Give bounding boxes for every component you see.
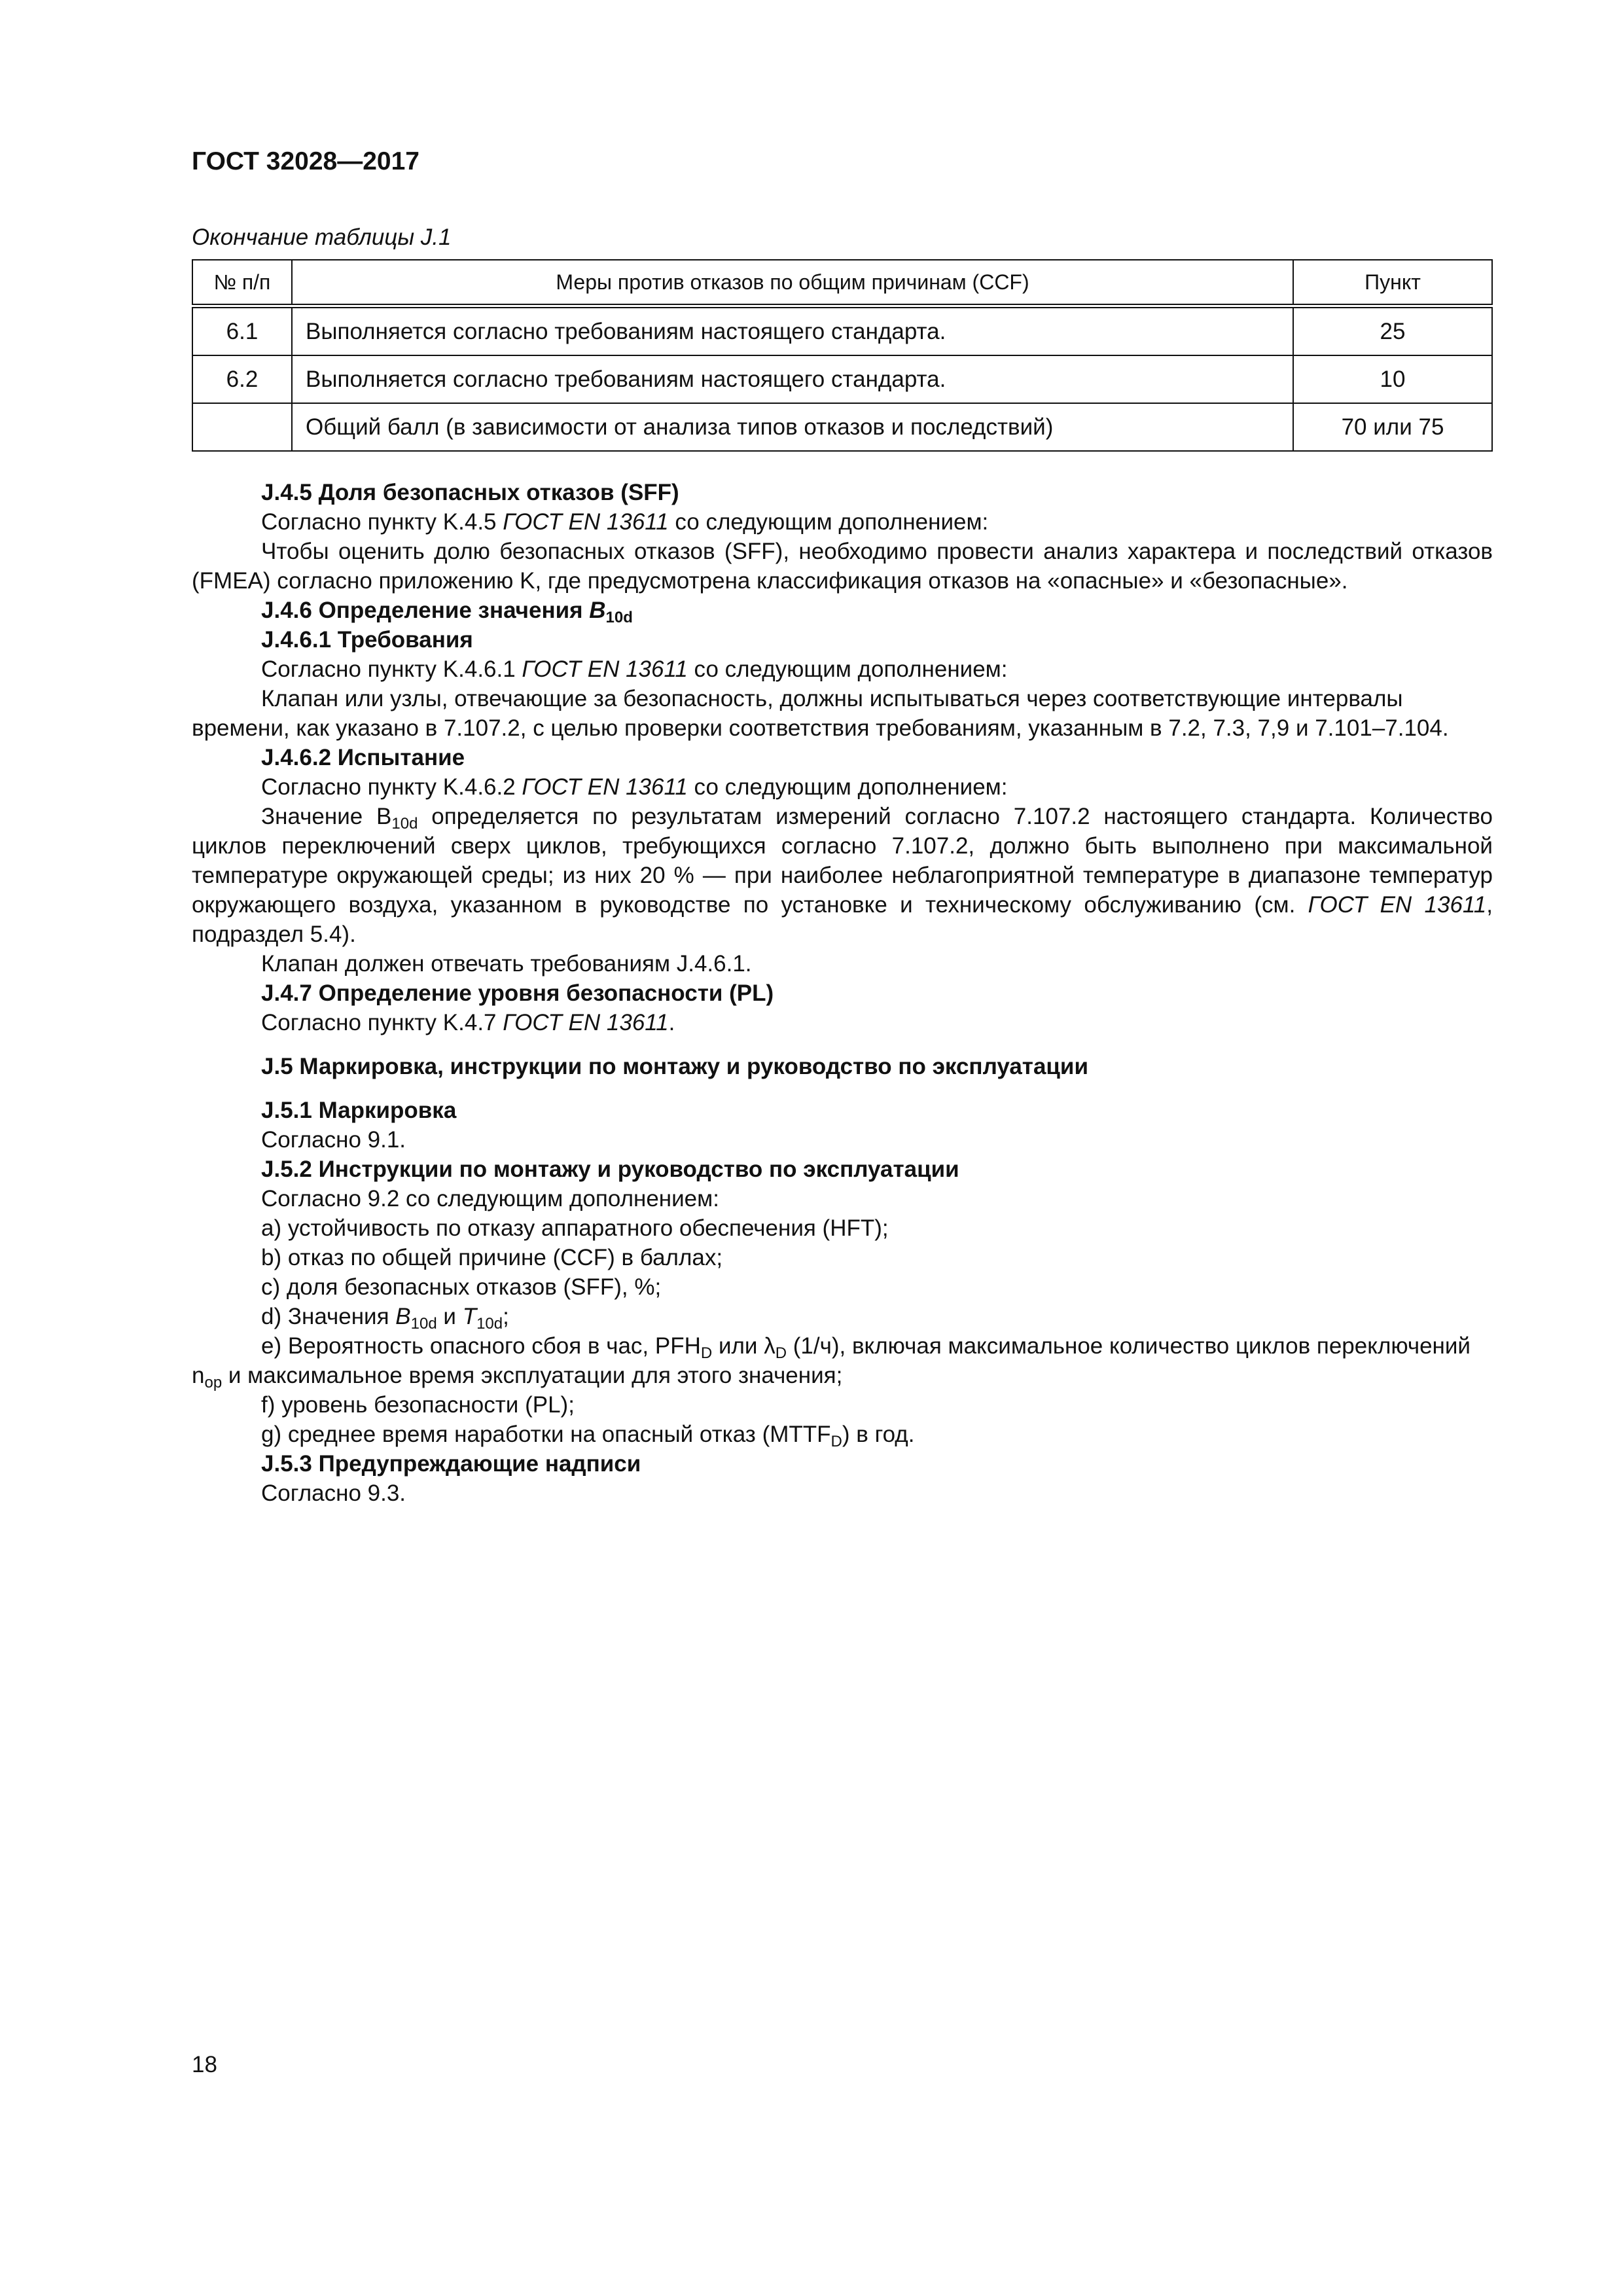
list-item: a) устойчивость по отказу аппаратного обеспечения (HFT); xyxy=(261,1215,889,1241)
list-item: f) уровень безопасности (PL); xyxy=(261,1392,575,1418)
section-heading-j52: J.5.2 Инструкции по монтажу и руководство по эксплуатации xyxy=(261,1157,959,1182)
cell-measure: Выполняется согласно требованиям настоящего стандарта. xyxy=(292,355,1293,403)
table-row-total xyxy=(192,403,1492,451)
list-item: c) доля безопасных отказов (SFF), %; xyxy=(261,1274,662,1300)
cell-measure: Общий балл (в зависимости от анализа типов отказов и последствий) xyxy=(292,403,1293,451)
section-heading-j53: J.5.3 Предупреждающие надписи xyxy=(261,1451,641,1477)
list-item xyxy=(192,1302,1493,1331)
text: e) Вероятность опасного сбоя в час, PFH xyxy=(261,1333,701,1359)
subscript: op xyxy=(204,1374,223,1391)
cell-number xyxy=(192,403,292,451)
subscript: D xyxy=(830,1433,842,1450)
list-item xyxy=(192,1331,1493,1390)
text: , подраздел 5.4). xyxy=(192,892,1493,947)
table-row xyxy=(192,306,1492,356)
section-heading-j5: J.5 Маркировка, инструкции по монтажу и руководство по эксплуатации xyxy=(261,1054,1088,1079)
document-body xyxy=(192,478,1493,1508)
table-caption: Окончание таблицы J.1 xyxy=(192,224,452,250)
standard-title: ГОСТ 32028—2017 xyxy=(192,147,419,175)
paragraph: Чтобы оценить долю безопасных отказов (SFF), необходимо провести анализ характера и последствий отказов (FMEA) согласно приложению K, где предусмотрена классификация отказов на «опасные» и «безопасные». xyxy=(192,539,1493,594)
text: ; xyxy=(503,1304,509,1329)
cell-points: 25 xyxy=(1293,306,1492,356)
table-row xyxy=(192,355,1492,403)
text: ) в год. xyxy=(842,1422,915,1447)
text: (1/ч), включая максимальное количество циклов переключений n xyxy=(192,1333,1471,1388)
column-header-measures: Меры против отказов по общим причинам (CCF) xyxy=(292,260,1293,306)
standard-reference: ГОСТ EN 13611 xyxy=(522,656,688,682)
paragraph: Клапан или узлы, отвечающие за безопасность, должны испытываться через соответствующие интервалы времени, как указано в 7.107.2, с целью проверки соответствия требованиям, указанным в 7.2, 7.3, 7,9 и 7.101–7.104. xyxy=(192,686,1449,741)
table-header-row xyxy=(192,260,1492,306)
page-number: 18 xyxy=(192,2052,217,2077)
text: и максимальное время эксплуатации для этого значения; xyxy=(222,1363,843,1388)
subscript: D xyxy=(775,1344,787,1362)
paragraph xyxy=(192,507,1493,537)
section-heading-j45: J.4.5 Доля безопасных отказов (SFF) xyxy=(261,480,679,505)
column-header-number: № п/п xyxy=(192,260,292,306)
paragraph xyxy=(192,802,1493,949)
text: Значение B xyxy=(261,804,392,829)
symbol: B xyxy=(395,1304,411,1329)
standard-reference: ГОСТ EN 13611 xyxy=(503,509,669,535)
text: Согласно пункту K.4.5 xyxy=(261,509,503,535)
section-heading-j462: J.4.6.2 Испытание xyxy=(261,745,465,770)
text: или λ xyxy=(712,1333,776,1359)
section-heading-j51: J.5.1 Маркировка xyxy=(261,1098,457,1123)
standard-reference: ГОСТ EN 13611 xyxy=(1308,892,1487,918)
paragraph xyxy=(192,655,1493,684)
subscript: 10d xyxy=(410,1315,437,1333)
text: g) среднее время наработки на опасный отказ (MTTF xyxy=(261,1422,831,1447)
text: J.4.6 Определение значения xyxy=(261,598,590,623)
subscript: 10d xyxy=(391,815,418,833)
list-item: b) отказ по общей причине (CCF) в баллах; xyxy=(261,1245,723,1270)
standard-reference: ГОСТ EN 13611 xyxy=(503,1010,669,1035)
section-heading-j47: J.4.7 Определение уровня безопасности (PL) xyxy=(261,980,774,1006)
paragraph: Согласно 9.2 со следующим дополнением: xyxy=(261,1186,719,1211)
subscript: 10d xyxy=(605,609,633,626)
section-heading-j461: J.4.6.1 Требования xyxy=(261,627,473,653)
list-item xyxy=(192,1420,1493,1449)
symbol: T xyxy=(462,1304,477,1329)
cell-points: 70 или 75 xyxy=(1293,403,1492,451)
paragraph: Согласно 9.1. xyxy=(261,1127,406,1153)
paragraph: Согласно 9.3. xyxy=(261,1480,406,1506)
text: со следующим дополнением: xyxy=(687,656,1008,682)
text: d) Значения xyxy=(261,1304,396,1329)
ccf-measures-table xyxy=(192,259,1493,452)
text: со следующим дополнением: xyxy=(687,774,1008,800)
cell-measure: Выполняется согласно требованиям настоящего стандарта. xyxy=(292,306,1293,356)
text: . xyxy=(668,1010,675,1035)
text: Согласно пункту K.4.6.1 xyxy=(261,656,522,682)
section-heading-j46 xyxy=(192,596,1493,625)
subscript: 10d xyxy=(476,1315,503,1333)
symbol: B xyxy=(589,598,606,623)
paragraph xyxy=(192,1008,1493,1037)
cell-number: 6.1 xyxy=(192,306,292,356)
text: Согласно пункту K.4.7 xyxy=(261,1010,503,1035)
cell-number: 6.2 xyxy=(192,355,292,403)
cell-points: 10 xyxy=(1293,355,1492,403)
subscript: D xyxy=(700,1344,713,1362)
text: определяется по результатам измерений согласно 7.107.2 настоящего стандарта. Количество циклов переключений сверх циклов, требующихся согласно 7.107.2, должно быть выполнено при максимальной температуре окружающей среды; из них 20 % — при наиболее неблагоприятной температуре в диапазоне температур окружающего воздуха, указанном в руководстве по установке и техническому обслуживанию (см. xyxy=(192,804,1493,918)
text: и xyxy=(437,1304,463,1329)
paragraph xyxy=(192,772,1493,802)
text: со следующим дополнением: xyxy=(668,509,989,535)
text: Согласно пункту K.4.6.2 xyxy=(261,774,522,800)
column-header-points: Пункт xyxy=(1293,260,1492,306)
paragraph: Клапан должен отвечать требованиям J.4.6.1. xyxy=(261,951,752,977)
standard-reference: ГОСТ EN 13611 xyxy=(522,774,688,800)
